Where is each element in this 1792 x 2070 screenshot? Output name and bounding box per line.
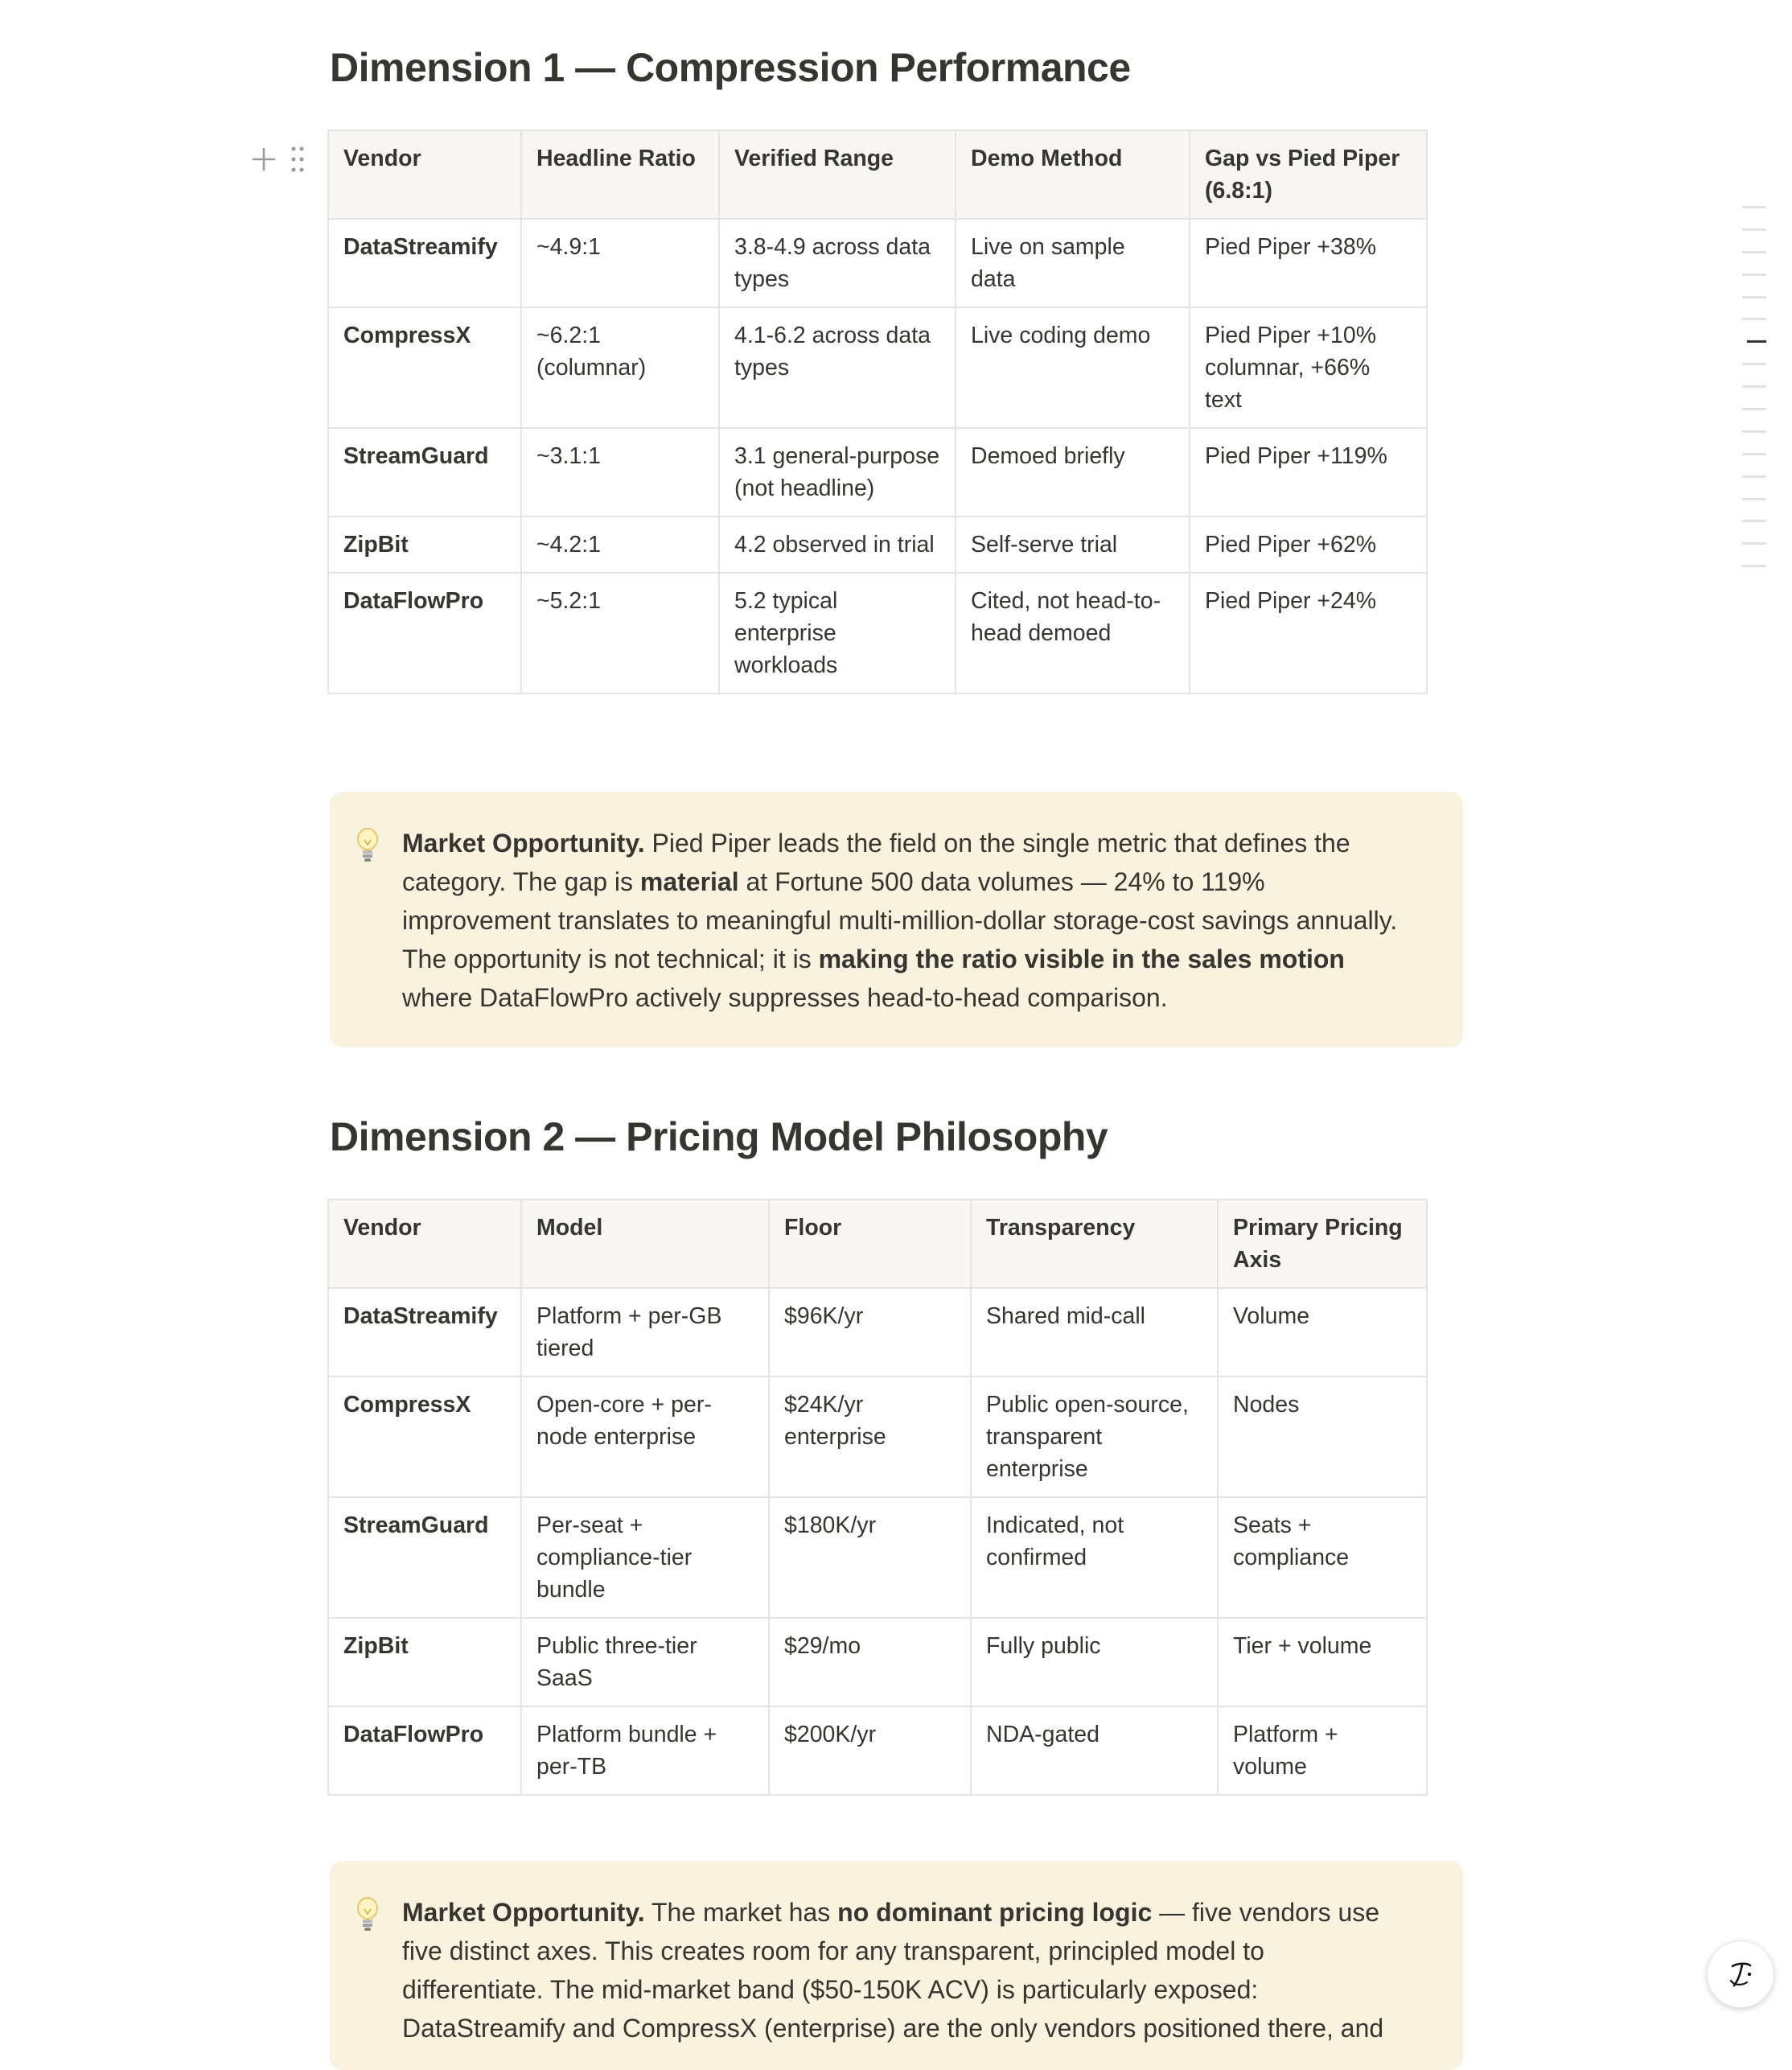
table-cell[interactable]: Shared mid-call xyxy=(971,1288,1218,1377)
toc-line[interactable] xyxy=(1742,296,1766,298)
table-cell[interactable]: Per-seat + compliance-tier bundle xyxy=(521,1497,769,1618)
table-cell[interactable]: ~5.2:1 xyxy=(521,573,719,693)
table-cell[interactable]: 4.1-6.2 across data types xyxy=(719,307,956,428)
vendor-cell[interactable]: DataFlowPro xyxy=(328,573,521,693)
table-cell[interactable]: ~6.2:1 (columnar) xyxy=(521,307,719,428)
column-header: Headline Ratio xyxy=(521,130,719,219)
toc-line[interactable] xyxy=(1742,542,1766,545)
column-header: Floor xyxy=(769,1200,971,1288)
vendor-cell[interactable]: DataFlowPro xyxy=(328,1706,521,1795)
toc-line[interactable] xyxy=(1742,251,1766,253)
table-row xyxy=(328,573,1427,693)
table-of-contents-minimap[interactable] xyxy=(1742,206,1766,587)
toc-line[interactable] xyxy=(1742,430,1766,433)
table-row xyxy=(328,307,1427,428)
table-cell[interactable]: 5.2 typical enterprise workloads xyxy=(719,573,956,693)
table-row xyxy=(328,1706,1427,1795)
toc-line[interactable] xyxy=(1742,274,1766,276)
toc-line[interactable] xyxy=(1742,565,1766,567)
market-opportunity-callout[interactable] xyxy=(330,1861,1463,2070)
table-cell[interactable]: $180K/yr xyxy=(769,1497,971,1618)
table-cell[interactable]: Fully public xyxy=(971,1618,1218,1706)
vendor-cell[interactable]: StreamGuard xyxy=(328,1497,521,1618)
table-row xyxy=(328,1618,1427,1706)
table-cell[interactable]: Public three-tier SaaS xyxy=(521,1618,769,1706)
toc-line[interactable] xyxy=(1742,520,1766,522)
table-cell[interactable]: Public open-source, transparent enterprise xyxy=(971,1377,1218,1497)
toc-line[interactable] xyxy=(1742,206,1766,208)
dimension2-heading: Dimension 2 — Pricing Model Philosophy xyxy=(330,1114,1108,1159)
column-header: Vendor xyxy=(328,130,521,219)
table-cell[interactable]: Self-serve trial xyxy=(956,516,1190,573)
table-cell[interactable]: $200K/yr xyxy=(769,1706,971,1795)
callout-text-part: where DataFlowPro actively suppresses head-to-head comparison. xyxy=(402,983,1168,1012)
column-header: Vendor xyxy=(328,1200,521,1288)
table-cell[interactable]: Tier + volume xyxy=(1218,1618,1427,1706)
toc-line[interactable] xyxy=(1742,318,1766,320)
table-cell[interactable]: Demoed briefly xyxy=(956,428,1190,516)
table-cell[interactable]: Platform bundle + per-TB xyxy=(521,1706,769,1795)
help-button[interactable] xyxy=(1707,1940,1774,2008)
table-cell[interactable]: 4.2 observed in trial xyxy=(719,516,956,573)
drag-handle-icon[interactable] xyxy=(290,146,306,173)
callout-text-part: at Fortune 500 data volumes — 24% to 119% improvement translates to meaningful multi-million-dollar storage-cost savings annually. The opportunity is not technical; it is xyxy=(402,867,1398,973)
lightbulb-icon xyxy=(356,827,380,864)
table-cell[interactable]: Live coding demo xyxy=(956,307,1190,428)
callout-text xyxy=(402,1898,1383,2043)
table-row xyxy=(328,219,1427,307)
toc-line[interactable] xyxy=(1742,498,1766,500)
callout-text-part: Pied Piper leads the field on the single metric that defines the category. The gap is xyxy=(402,829,1350,896)
callout-text-part: The market has xyxy=(644,1898,838,1927)
lightbulb-icon xyxy=(356,1896,380,1933)
callout-text xyxy=(402,829,1397,1012)
table-cell[interactable]: ~4.2:1 xyxy=(521,516,719,573)
table-cell[interactable]: Pied Piper +10% columnar, +66% text xyxy=(1190,307,1427,428)
vendor-cell[interactable]: StreamGuard xyxy=(328,428,521,516)
callout-lead: Market Opportunity. xyxy=(402,1898,645,1927)
table-header-row xyxy=(328,1200,1427,1288)
column-header: Model xyxy=(521,1200,769,1288)
column-header: Demo Method xyxy=(956,130,1190,219)
table-cell[interactable]: Indicated, not confirmed xyxy=(971,1497,1218,1618)
table-row xyxy=(328,1497,1427,1618)
toc-line[interactable] xyxy=(1742,453,1766,455)
callout-lead: Market Opportunity. xyxy=(402,829,645,858)
vendor-cell[interactable]: DataStreamify xyxy=(328,219,521,307)
table-cell[interactable]: $29/mo xyxy=(769,1618,971,1706)
callout-emphasis: making the ratio visible in the sales motion xyxy=(818,944,1345,973)
table-cell[interactable]: Seats + compliance xyxy=(1218,1497,1427,1618)
table-cell[interactable]: Pied Piper +24% xyxy=(1190,573,1427,693)
table-cell[interactable]: Volume xyxy=(1218,1288,1427,1377)
column-header: Verified Range xyxy=(719,130,956,219)
table-cell[interactable]: $96K/yr xyxy=(769,1288,971,1377)
table-cell[interactable]: Pied Piper +119% xyxy=(1190,428,1427,516)
market-opportunity-callout[interactable] xyxy=(330,792,1463,1047)
table-cell[interactable]: 3.1 general-purpose (not headline) xyxy=(719,428,956,516)
table-cell[interactable]: Pied Piper +62% xyxy=(1190,516,1427,573)
table-cell[interactable]: 3.8-4.9 across data types xyxy=(719,219,956,307)
toc-line-active[interactable] xyxy=(1747,340,1766,343)
table-cell[interactable]: ~4.9:1 xyxy=(521,219,719,307)
vendor-cell[interactable]: CompressX xyxy=(328,1377,521,1497)
toc-line[interactable] xyxy=(1742,408,1766,410)
plus-icon[interactable] xyxy=(251,146,277,172)
table-cell[interactable]: Open-core + per-node enterprise xyxy=(521,1377,769,1497)
dimension1-heading: Dimension 1 — Compression Performance xyxy=(330,45,1131,90)
table-row xyxy=(328,1288,1427,1377)
toc-line[interactable] xyxy=(1742,475,1766,478)
table-cell[interactable]: Platform + per-GB tiered xyxy=(521,1288,769,1377)
vendor-cell[interactable]: CompressX xyxy=(328,307,521,428)
notion-ai-icon xyxy=(1723,1957,1758,1992)
column-header: Primary Pricing Axis xyxy=(1218,1200,1427,1288)
vendor-cell[interactable]: ZipBit xyxy=(328,516,521,573)
callout-emphasis: material xyxy=(639,867,739,896)
callout-emphasis: no dominant pricing logic xyxy=(837,1898,1153,1927)
table-row xyxy=(328,1377,1427,1497)
pricing-table[interactable] xyxy=(327,1199,1428,1796)
toc-line[interactable] xyxy=(1742,228,1766,231)
table-cell[interactable]: Cited, not head-to-head demoed xyxy=(956,573,1190,693)
column-header: Transparency xyxy=(971,1200,1218,1288)
table-cell[interactable]: ~3.1:1 xyxy=(521,428,719,516)
table-header-row xyxy=(328,130,1427,219)
table-cell[interactable]: Nodes xyxy=(1218,1377,1427,1497)
table-row xyxy=(328,428,1427,516)
table-cell[interactable]: Pied Piper +38% xyxy=(1190,219,1427,307)
toc-line[interactable] xyxy=(1742,363,1766,365)
column-header: Gap vs Pied Piper (6.8:1) xyxy=(1190,130,1427,219)
vendor-cell[interactable]: DataStreamify xyxy=(328,1288,521,1377)
vendor-cell[interactable]: ZipBit xyxy=(328,1618,521,1706)
table-cell[interactable]: $24K/yr enterprise xyxy=(769,1377,971,1497)
table-cell[interactable]: NDA-gated xyxy=(971,1706,1218,1795)
callout-text-part: — five vendors use five distinct axes. This creates room for any transparent, principled model to differentiate. The mid-market band ($50-150K ACV) is particularly exposed: DataStreamify and CompressX (enterprise) are the only vendors positioned there, and xyxy=(402,1898,1384,2043)
table-row xyxy=(328,516,1427,573)
compression-table[interactable] xyxy=(327,130,1428,694)
toc-line[interactable] xyxy=(1742,385,1766,388)
table-cell[interactable]: Platform + volume xyxy=(1218,1706,1427,1795)
table-cell[interactable]: Live on sample data xyxy=(956,219,1190,307)
